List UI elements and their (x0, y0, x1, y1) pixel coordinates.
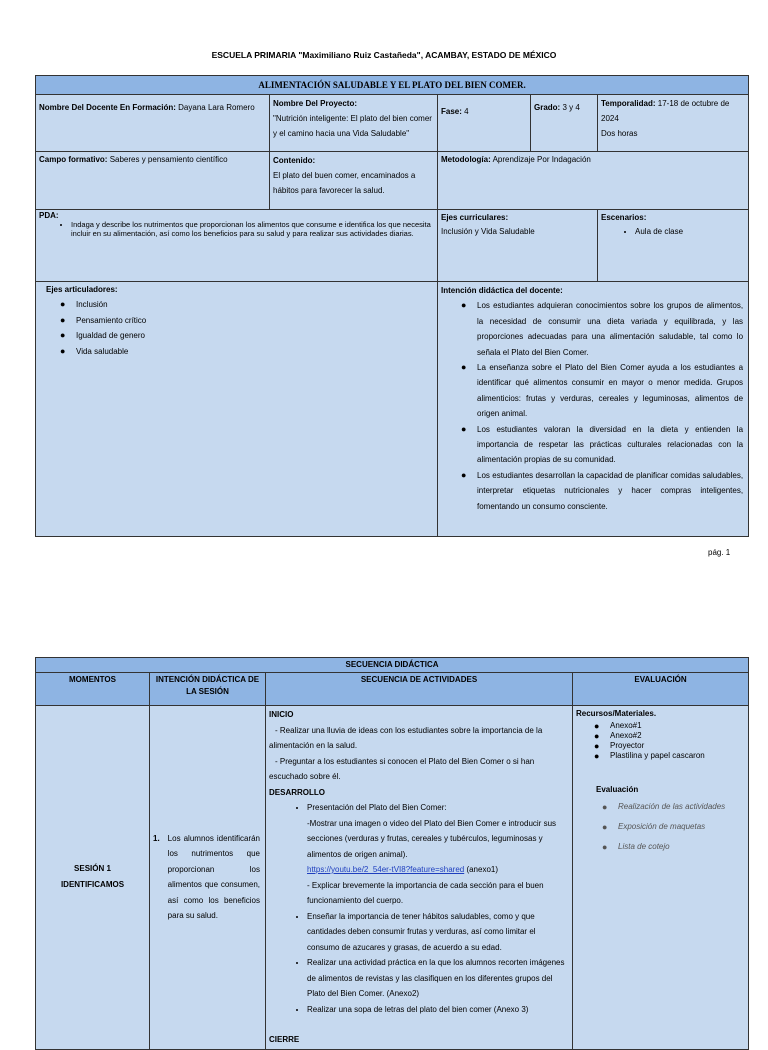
campo-label: Campo formativo: (39, 155, 108, 164)
intencion-item: ● La enseñanza sobre el Plato del Bien Comer ayuda a los estudiantes a identificar qué alimentos consumir en mayor o menor medida. Grupos alimenticios: frutas y verduras, cereales y leguminosas, alimentos de origen animal. (473, 360, 743, 422)
intencion-item: ● Los estudiantes adquieran conocimientos sobre los grupos de alimentos, la necesidad de consumir una dieta variada y equilibrada, y las proporciones adecuadas para una alimentación saludable, tal como lo señala el Plato del Bien Comer. (473, 298, 743, 360)
intencion-item: ● Los estudiantes desarrollan la capacidad de planificar comidas saludables, interpretar etiquetas nutricionales y hacer compras inteligentes, fomentando un consumo consciente. (473, 468, 743, 514)
pda-label: PDA: (39, 211, 59, 220)
phase-label: Fase: (441, 107, 462, 116)
time-value: 17-18 de octubre de 2024 (601, 99, 730, 123)
project-label: Nombre Del Proyecto: (273, 99, 358, 108)
project-cell (270, 95, 438, 152)
phase-cell (438, 95, 531, 152)
desarrollo-label: DESARROLLO (269, 787, 325, 797)
eje-item: ● Vida saludable (72, 344, 434, 360)
contenido-value: El plato del buen comer, encaminados a hábitos para favorecer la salud. (273, 171, 416, 195)
ejes-articuladores-cell (36, 282, 438, 537)
metodologia-label: Metodología: (441, 155, 491, 164)
escenarios-item: • Aula de clase (635, 225, 745, 239)
intencion-item: ● Los estudiantes valoran la diversidad en la dieta y entienden la importancia de respetar las prácticas culturales relacionadas con la alimentación propias de su comunidad. (473, 422, 743, 468)
evaluacion-item: ● Lista de cotejo (614, 837, 745, 857)
desarrollo-item: • Enseñar la importancia de tener hábitos saludables, como y que cantidades deben consumir frutas y verduras, así como limitar el consumo de azucares y grasas, de acuerdo a su edad. (307, 909, 569, 956)
ejes-curriculares-cell (438, 210, 598, 282)
campo-cell (36, 152, 270, 210)
activities-cell (266, 706, 573, 1050)
intention-cell (150, 706, 266, 1050)
time-cell (598, 95, 749, 152)
video-link-suffix: (anexo1) (464, 865, 499, 874)
ejes-curriculares-label: Ejes curriculares: (441, 213, 509, 222)
intention-text: Los alumnos identificarán los nutrimentos que proporcionan los alimentos que consumen, así como los beneficios para su salud. (167, 833, 260, 921)
teacher-cell (36, 95, 270, 152)
inicio-label: INICIO (269, 710, 294, 719)
plan-title: ALIMENTACIÓN SALUDABLE Y EL PLATO DEL BIEN COMER. (36, 76, 749, 95)
desarrollo-item-detail: - Explicar brevemente la importancia de cada sección para el buen funcionamiento del cuerpo. (307, 880, 544, 905)
cierre-label: CIERRE (269, 1035, 300, 1044)
col-momentos: MOMENTOS (36, 673, 150, 706)
phase-value: 4 (464, 107, 469, 116)
sequence-title: SECUENCIA DIDÁCTICA (36, 658, 749, 673)
contenido-cell (270, 152, 438, 210)
grade-value: 3 y 4 (562, 103, 580, 112)
intention-number: 1. (153, 833, 160, 843)
time-hours: Dos horas (601, 129, 638, 138)
grade-cell (531, 95, 598, 152)
desarrollo-item-title: Presentación del Plato del Bien Comer: (307, 803, 447, 812)
eje-item: ● Pensamiento crítico (72, 313, 434, 329)
metodologia-cell (438, 152, 749, 210)
grade-label: Grado: (534, 103, 561, 112)
session-label: SESIÓN 1 IDENTIFICAMOS (60, 864, 125, 890)
video-link-line (307, 862, 569, 878)
col-actividades: SECUENCIA DE ACTIVIDADES (266, 673, 573, 706)
teacher-value: Dayana Lara Romero (178, 103, 255, 112)
inicio-item: - Realizar una lluvia de ideas con los estudiantes sobre la importancia de la alimentación en la salud. (269, 725, 543, 750)
recurso-item: ● Plastilina y papel cascaron (606, 751, 745, 761)
desarrollo-item-detail: -Mostrar una imagen o video del Plato del Bien Comer e introducir sus secciones (verduras y frutas, cereales y tubérculos, leguminosas y alimentos de origen animal). (307, 818, 557, 859)
session-cell (36, 706, 150, 1050)
metodologia-value: Aprendizaje Por Indagación (492, 155, 591, 164)
pda-item: • Indaga y describe los nutrimentos que proporcionan los alimentos que consume e identifica los que necesita incluir en su alimentación, así como los beneficios para su salud y para realizar sus actividades diarias. (71, 220, 434, 238)
evaluacion-item: ● Realización de las actividades (614, 797, 745, 817)
teacher-label: Nombre Del Docente En Formación: (39, 103, 176, 112)
ejes-curriculares-value: Inclusión y Vida Saludable (441, 227, 535, 236)
school-header: ESCUELA PRIMARIA "Maximiliano Ruiz Castañeda", ACAMBAY, ESTADO DE MÉXICO (211, 50, 557, 60)
escenarios-cell (598, 210, 749, 282)
intencion-label: Intención didáctica del docente: (441, 286, 563, 295)
eje-item: ● Inclusión (72, 297, 434, 313)
desarrollo-item (307, 800, 569, 909)
campo-value: Saberes y pensamiento científico (109, 155, 228, 164)
desarrollo-item: • Realizar una sopa de letras del plato del bien comer (Anexo 3) (307, 1002, 569, 1018)
col-intencion: INTENCIÓN DIDÁCTICA DE LA SESIÓN (150, 673, 266, 706)
recurso-item: ● Proyector (606, 741, 745, 751)
recurso-item: ● Anexo#2 (606, 731, 745, 741)
evaluacion-label: Evaluación (596, 785, 639, 794)
evaluation-cell (573, 706, 749, 1050)
time-label: Temporalidad: (601, 99, 656, 108)
video-link[interactable]: https://youtu.be/2_54er-tVI8?feature=shared (307, 865, 465, 874)
evaluacion-item: ● Exposición de maquetas (614, 817, 745, 837)
pda-cell (36, 210, 438, 282)
desarrollo-item: • Realizar una actividad práctica en la que los alumnos recorten imágenes de alimentos de revistas y las clasifiquen en los diferentes grupos del Plato del Bien Comer. (Anexo2) (307, 955, 569, 1002)
intencion-cell (438, 282, 749, 537)
page-number: pág. 1 (708, 548, 731, 557)
sequence-table (35, 657, 749, 1050)
inicio-item: - Preguntar a los estudiantes si conocen el Plato del Bien Comer o si han escuchado sobre él. (269, 756, 535, 781)
escenarios-label: Escenarios: (601, 213, 647, 222)
recurso-item: ● Anexo#1 (606, 721, 745, 731)
project-value: "Nutrición inteligente: El plato del bien comer y el camino hacia una Vida Saludable" (273, 114, 432, 138)
plan-table (35, 75, 749, 537)
col-evaluacion: EVALUACIÓN (573, 673, 749, 706)
ejes-articuladores-label: Ejes articuladores: (46, 285, 118, 294)
eje-item: ● Igualdad de genero (72, 328, 434, 344)
contenido-label: Contenido: (273, 156, 316, 165)
recursos-label: Recursos/Materiales. (576, 709, 657, 718)
